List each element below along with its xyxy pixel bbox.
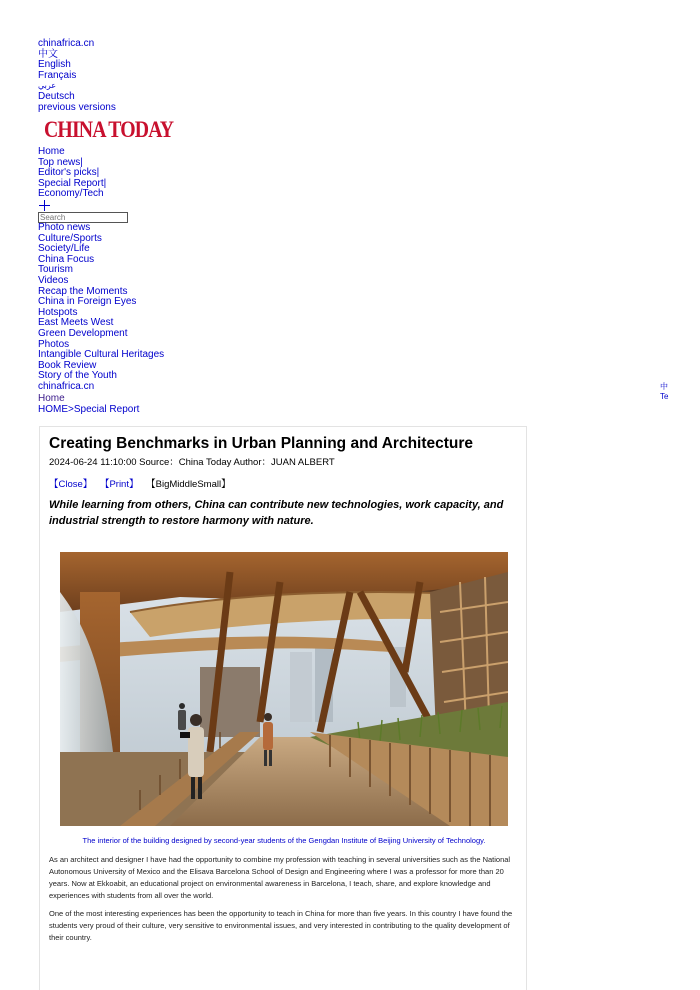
china-today-logo[interactable]: CHINA TODAY	[44, 117, 174, 142]
arabic-version-link[interactable]: عربي	[38, 81, 57, 91]
side-panel-line-2: Te	[660, 392, 669, 401]
close-button[interactable]: 【Close】	[49, 479, 93, 490]
print-button[interactable]: 【Print】	[99, 479, 139, 490]
side-panel-line-1: 中	[660, 382, 668, 391]
nav-society-life[interactable]: Society/Life	[38, 243, 90, 255]
nav-home[interactable]: Home	[38, 146, 65, 157]
nav-tourism[interactable]: Tourism	[38, 264, 74, 276]
article-photo	[60, 552, 508, 826]
nav-china-focus[interactable]: China Focus	[38, 253, 95, 265]
nav-book-review[interactable]: Book Review	[38, 359, 97, 371]
side-panel-fragment[interactable]	[660, 382, 668, 402]
english-version-link[interactable]: English	[38, 59, 71, 71]
article-paragraph-2: One of the most interesting experiences has been the opportunity to teach in China for more than five years. In this country I have found the students very proud of their culture, very sensitive to environmental issues, and very interested in contributing to the quality development of their country.	[49, 909, 513, 942]
nav-videos[interactable]: Videos	[38, 274, 69, 286]
nav-story-youth[interactable]: Story of the Youth	[38, 370, 117, 382]
photo-caption: The interior of the building designed by second-year students of the Gengdan Institute of Beijing University of Technology.	[82, 836, 486, 845]
previous-versions-link[interactable]: previous versions	[38, 101, 116, 113]
nav-recap-moments[interactable]: Recap the Moments	[38, 285, 128, 297]
article-title: Creating Benchmarks in Urban Planning and Architecture	[49, 435, 474, 452]
nav-top-news[interactable]: Top news|	[38, 156, 83, 168]
article-paragraph-1: As an architect and designer I have had the opportunity to combine my profession with teaching in several universities such as the National Autonomous University of Mexico and the Elisava Barcelona School of Design and Engineering where I was a professor for more than 20 years. Now at Ekkoabit, an educational project on environmental awareness in Barcelona, I teach, share, and explore knowledge and experiences with students from all over the world.	[49, 855, 511, 900]
home-link[interactable]: Home	[38, 393, 65, 404]
article-lead: While learning from others, China can contribute new technologies, work capacity, and industrial strength to restore harmony with nature.	[49, 499, 504, 527]
nav-chinafrica[interactable]: chinafrica.cn	[38, 380, 95, 392]
main-navigation	[38, 147, 164, 392]
breadcrumb[interactable]: HOME>Special Report	[38, 404, 140, 415]
nav-economy-tech[interactable]: Economy/Tech	[38, 188, 104, 200]
section-list	[38, 223, 164, 393]
plus-icon[interactable]	[39, 200, 50, 211]
chinese-version-link[interactable]: 中文	[38, 48, 58, 60]
nav-east-meets-west[interactable]: East Meets West	[38, 317, 114, 329]
nav-green-development[interactable]: Green Development	[38, 327, 128, 339]
nav-editors-picks[interactable]: Editor's picks|	[38, 167, 100, 179]
nav-intangible-heritages[interactable]: Intangible Cultural Heritages	[38, 349, 165, 361]
nav-photos[interactable]: Photos	[38, 338, 70, 350]
article-tools	[49, 476, 236, 490]
nav-china-foreign-eyes[interactable]: China in Foreign Eyes	[38, 296, 137, 308]
article-box	[39, 426, 527, 990]
nav-special-report[interactable]: Special Report|	[38, 177, 107, 189]
german-version-link[interactable]: Deutsch	[38, 90, 75, 102]
article-meta: 2024-06-24 11:10:00 Source：China Today Author：JUAN ALBERT	[49, 457, 335, 468]
nav-hotspots[interactable]: Hotspots	[38, 306, 78, 318]
chinafrica-link[interactable]: chinafrica.cn	[38, 38, 95, 49]
font-size-selector[interactable]: 【BigMiddleSmall】	[146, 479, 231, 490]
nav-culture-sports[interactable]: Culture/Sports	[38, 232, 102, 244]
language-links	[38, 39, 116, 113]
french-version-link[interactable]: Français	[38, 69, 77, 81]
nav-photo-news[interactable]: Photo news	[38, 221, 91, 233]
